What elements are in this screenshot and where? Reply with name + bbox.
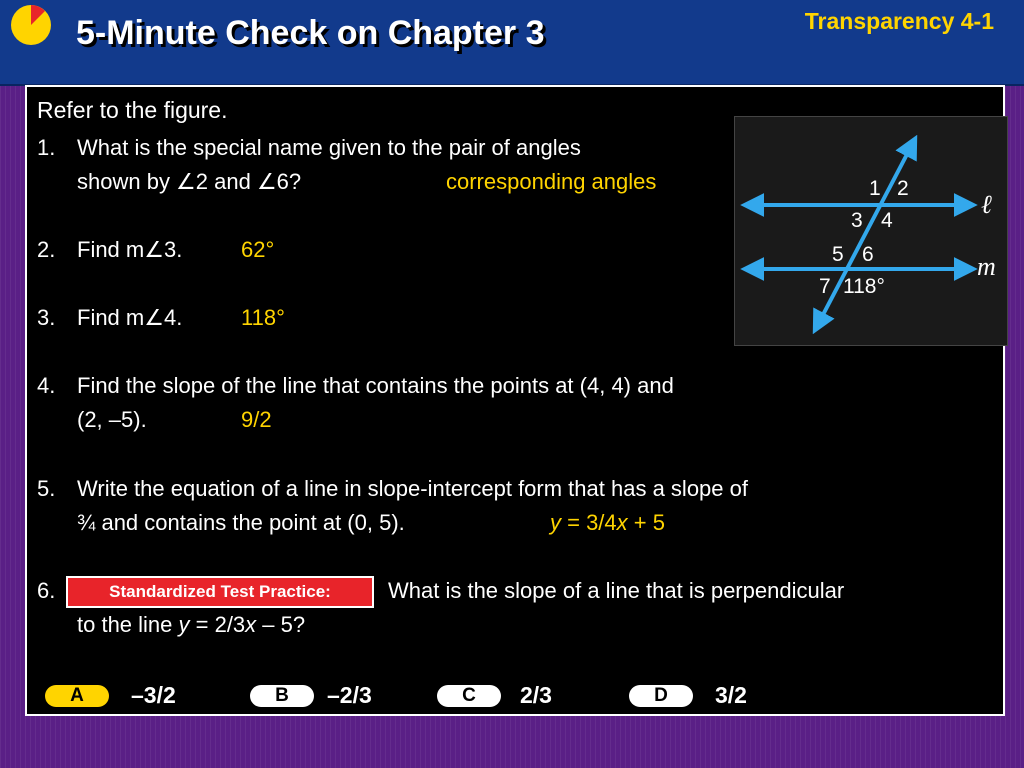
question-1-line1: What is the special name given to the pair of angles	[77, 135, 581, 160]
question-4-line1: Find the slope of the line that contains the points at (4, 4) and	[77, 373, 674, 398]
angle-label-4: 4	[881, 209, 893, 232]
choice-b-value: –2/3	[327, 682, 372, 708]
angle-label-7: 7	[819, 275, 831, 298]
choice-d-value: 3/2	[715, 682, 747, 708]
angle-label-5: 5	[832, 243, 844, 266]
question-3-number: 3.	[37, 305, 56, 330]
transversal	[815, 139, 915, 330]
question-5-line2: ¾ and contains the point at (0, 5).	[77, 510, 405, 535]
question-3-answer: 118°	[241, 305, 285, 330]
question-1-line2: shown by ∠2 and ∠6?	[77, 169, 302, 194]
choice-b-button[interactable]: B	[250, 685, 314, 707]
line-l-label: ℓ	[981, 190, 992, 219]
choice-a-value: –3/2	[131, 682, 176, 708]
transparency-label: Transparency 4-1	[804, 8, 994, 34]
choice-c-button[interactable]: C	[437, 685, 501, 707]
angle-label-2: 2	[897, 177, 909, 200]
page-title: 5-Minute Check on Chapter 3	[76, 14, 545, 52]
clock-icon	[9, 3, 53, 47]
question-6-line1: What is the slope of a line that is perpendicular	[388, 578, 845, 603]
question-2-text: Find m∠3.	[77, 237, 183, 262]
angle-label-3: 3	[851, 209, 863, 232]
question-3-text: Find m∠4.	[77, 305, 183, 330]
question-4-answer: 9/2	[241, 407, 272, 432]
figure-diagram	[735, 117, 1007, 345]
question-4-number: 4.	[37, 373, 56, 398]
choice-a-button[interactable]: A	[45, 685, 109, 707]
question-6-line2: to the line y = 2/3x – 5?	[77, 612, 306, 637]
question-6-number: 6.	[37, 578, 56, 603]
standardized-test-badge: Standardized Test Practice:	[66, 576, 374, 608]
question-5-line1: Write the equation of a line in slope-intercept form that has a slope of	[77, 476, 748, 501]
question-1-number: 1.	[37, 135, 56, 160]
header-bar	[0, 0, 1024, 86]
line-m-label: m	[977, 252, 996, 281]
angle-label-6: 6	[862, 243, 874, 266]
question-1-answer: corresponding angles	[446, 169, 657, 194]
intro-text: Refer to the figure.	[37, 97, 228, 123]
choice-c-value: 2/3	[520, 682, 552, 708]
question-2-number: 2.	[37, 237, 56, 262]
question-2-answer: 62°	[241, 237, 275, 262]
question-5-number: 5.	[37, 476, 56, 501]
question-4-line2: (2, –5).	[77, 407, 147, 432]
choice-d-button[interactable]: D	[629, 685, 693, 707]
angle-measure-118: 118°	[843, 275, 885, 298]
parallel-lines-figure	[734, 116, 1008, 346]
angle-label-1: 1	[869, 177, 881, 200]
question-5-answer: y = 3/4x + 5	[550, 510, 665, 535]
